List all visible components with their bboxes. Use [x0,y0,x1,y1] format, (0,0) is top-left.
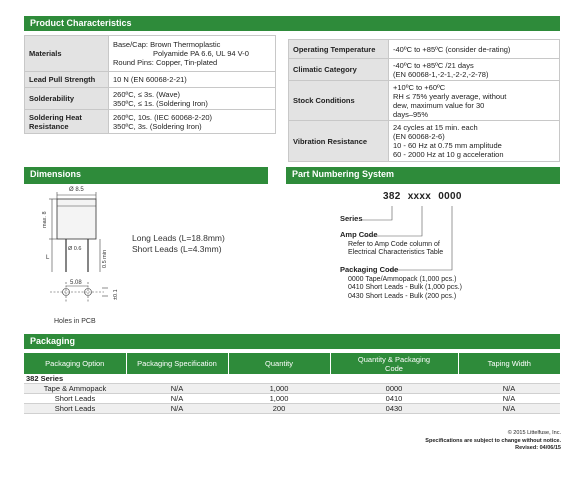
part-code-amp: xxxx [407,191,432,202]
spec-value-line: 260ºC, 10s. (IEC 60068-2-20) [113,112,213,122]
product-characteristics-left-table [24,35,276,134]
cell-spec: N/A [126,384,228,394]
cell-taping: N/A [458,404,560,414]
part-numbering-header: Part Numbering System [286,167,560,182]
spec-value-line: 350ºC, 3s. (Soldering Iron) [113,121,202,131]
packaging-col-code: Quantity & Packaging Code [330,353,458,374]
spec-row-vibration [289,121,560,162]
long-leads-text: Long Leads (L=18.8mm) [132,233,225,243]
spec-value [109,110,276,134]
dim-lead-dia-label: Ø 0.6 [68,246,82,252]
footer-revised: Revised: 04/06/15 [515,445,561,451]
spec-value [389,81,560,121]
spec-label: Climatic Category [289,59,389,81]
part-code-pack: 0000 [438,191,462,202]
spec-value-line: Base/Cap: Brown Thermoplastic [113,40,221,49]
cell-code: 0410 [330,394,458,404]
spec-value-line: (EN 60068-1,-2-1,-2-2,-2-78) [393,69,489,79]
packaging-table [24,353,560,414]
cell-quantity: 1,000 [228,384,330,394]
cell-taping: N/A [458,394,560,404]
footer-notice: Specifications are subject to change without notice. [425,437,561,444]
dim-pitch-label: 5.08 [70,280,82,286]
footer-copyright: © 2015 Littelfuse, Inc. [507,430,561,436]
dim-lead-length-label: L [46,255,50,261]
spec-value-line: 260ºC, ≤ 3s. (Wave) [113,89,181,99]
pn-amp [340,231,443,258]
spec-value-line: -40ºC to +85ºC /21 days [393,60,474,70]
spec-row-operating-temp [289,40,560,59]
spec-label: Lead Pull Strength [25,72,109,88]
spec-value-line: Polyamide PA 6.6, UL 94 V-0 [153,49,249,58]
packaging-col-spec: Packaging Specification [126,353,228,374]
cell-taping: N/A [458,384,560,394]
pn-pack-desc-line: 0000 Tape/Ammopack (1,000 pcs.) [348,275,457,283]
footer [425,430,561,453]
spec-label: Operating Temperature [289,40,389,59]
spec-label: Stock Conditions [289,81,389,121]
spec-row-lead-pull [25,72,276,88]
cell-option: Tape & Ammopack [24,384,126,394]
spec-value [389,121,560,162]
pn-pack-label: Packaging Code [340,265,399,274]
cell-quantity: 200 [228,404,330,414]
spec-label: Solderability [25,88,109,110]
spec-value: 10 N (EN 60068-2-21) [109,72,276,88]
lead-lengths [132,233,225,255]
spec-row-stock [289,81,560,121]
pn-amp-desc-line: Refer to Amp Code column of [348,240,440,248]
packaging-col-quantity: Quantity [228,353,330,374]
cell-option: Short Leads [24,394,126,404]
pn-pack-desc-line: 0430 Short Leads - Bulk (200 pcs.) [348,292,457,300]
product-characteristics-right-table [288,39,560,162]
cell-spec: N/A [126,394,228,404]
spec-value [389,59,560,81]
cell-option: Short Leads [24,404,126,414]
packaging-header-row [24,353,560,374]
spec-value-line: days–95% [393,109,429,119]
holes-in-pcb-label: Holes in PCB [54,318,96,325]
table-row [24,394,560,404]
dim-diameter-label: Ø 8.5 [69,187,84,193]
dim-lead-min-label: 0.5 min [102,249,108,268]
table-row [24,384,560,394]
part-code [383,191,462,202]
spec-value-line: 60 - 2000 Hz at 10 g acceleration [393,150,504,159]
spec-label: Soldering Heat Resistance [25,110,109,134]
spec-row-soldering-heat [25,110,276,134]
part-code-prefix: 382 [383,191,401,202]
spec-value-line: Round Pins: Copper, Tin-plated [113,58,218,67]
dim-tolerance-label: ±0.1 [113,289,119,300]
dimensions-header: Dimensions [24,167,268,182]
pn-amp-desc-line: Electrical Characteristics Table [348,249,444,256]
cell-quantity: 1,000 [228,394,330,404]
spec-value [109,88,276,110]
spec-value-line: 10 - 60 Hz at 0.75 mm amplitude [393,141,502,150]
short-leads-text: Short Leads (L=4.3mm) [132,244,222,254]
fuse-dimension-drawing [24,184,124,330]
cell-code: 0000 [330,384,458,394]
spec-row-solderability [25,88,276,110]
packaging-series-row [24,374,560,384]
cell-spec: N/A [126,404,228,414]
spec-row-climatic [289,59,560,81]
packaging-col-taping: Taping Width [458,353,560,374]
spec-value-line: dew, maximum value for 30 [393,100,485,110]
packaging-col-option: Packaging Option [24,353,126,374]
cell-code: 0430 [330,404,458,414]
pn-packaging [340,266,462,301]
pn-series [340,215,363,225]
pn-series-label: Series [340,214,363,223]
spec-value [109,36,276,72]
spec-label: Vibration Resistance [289,121,389,162]
packaging-series-label: 382 Series [24,374,560,384]
pn-pack-desc-line: 0410 Short Leads - Bulk (1,000 pcs.) [348,284,463,291]
spec-value-line: (EN 60068-2-6) [393,132,445,141]
spec-label: Materials [25,36,109,72]
dim-height-label: max. 8 [42,211,48,228]
product-characteristics-header: Product Characteristics [24,16,560,31]
spec-value-line: 24 cycles at 15 min. each [393,123,478,132]
spec-value-line: +10ºC to +60ºC [393,82,446,92]
spec-row-materials [25,36,276,72]
pn-amp-label: Amp Code [340,230,378,239]
spec-value-line: 350ºC, ≤ 1s. (Soldering Iron) [113,98,208,108]
spec-value: -40ºC to +85ºC (consider de-rating) [389,40,560,59]
table-row [24,404,560,414]
packaging-header: Packaging [24,334,560,349]
part-numbering-header-rule [286,182,560,184]
spec-value-line: RH ≤ 75% yearly average, without [393,91,507,101]
